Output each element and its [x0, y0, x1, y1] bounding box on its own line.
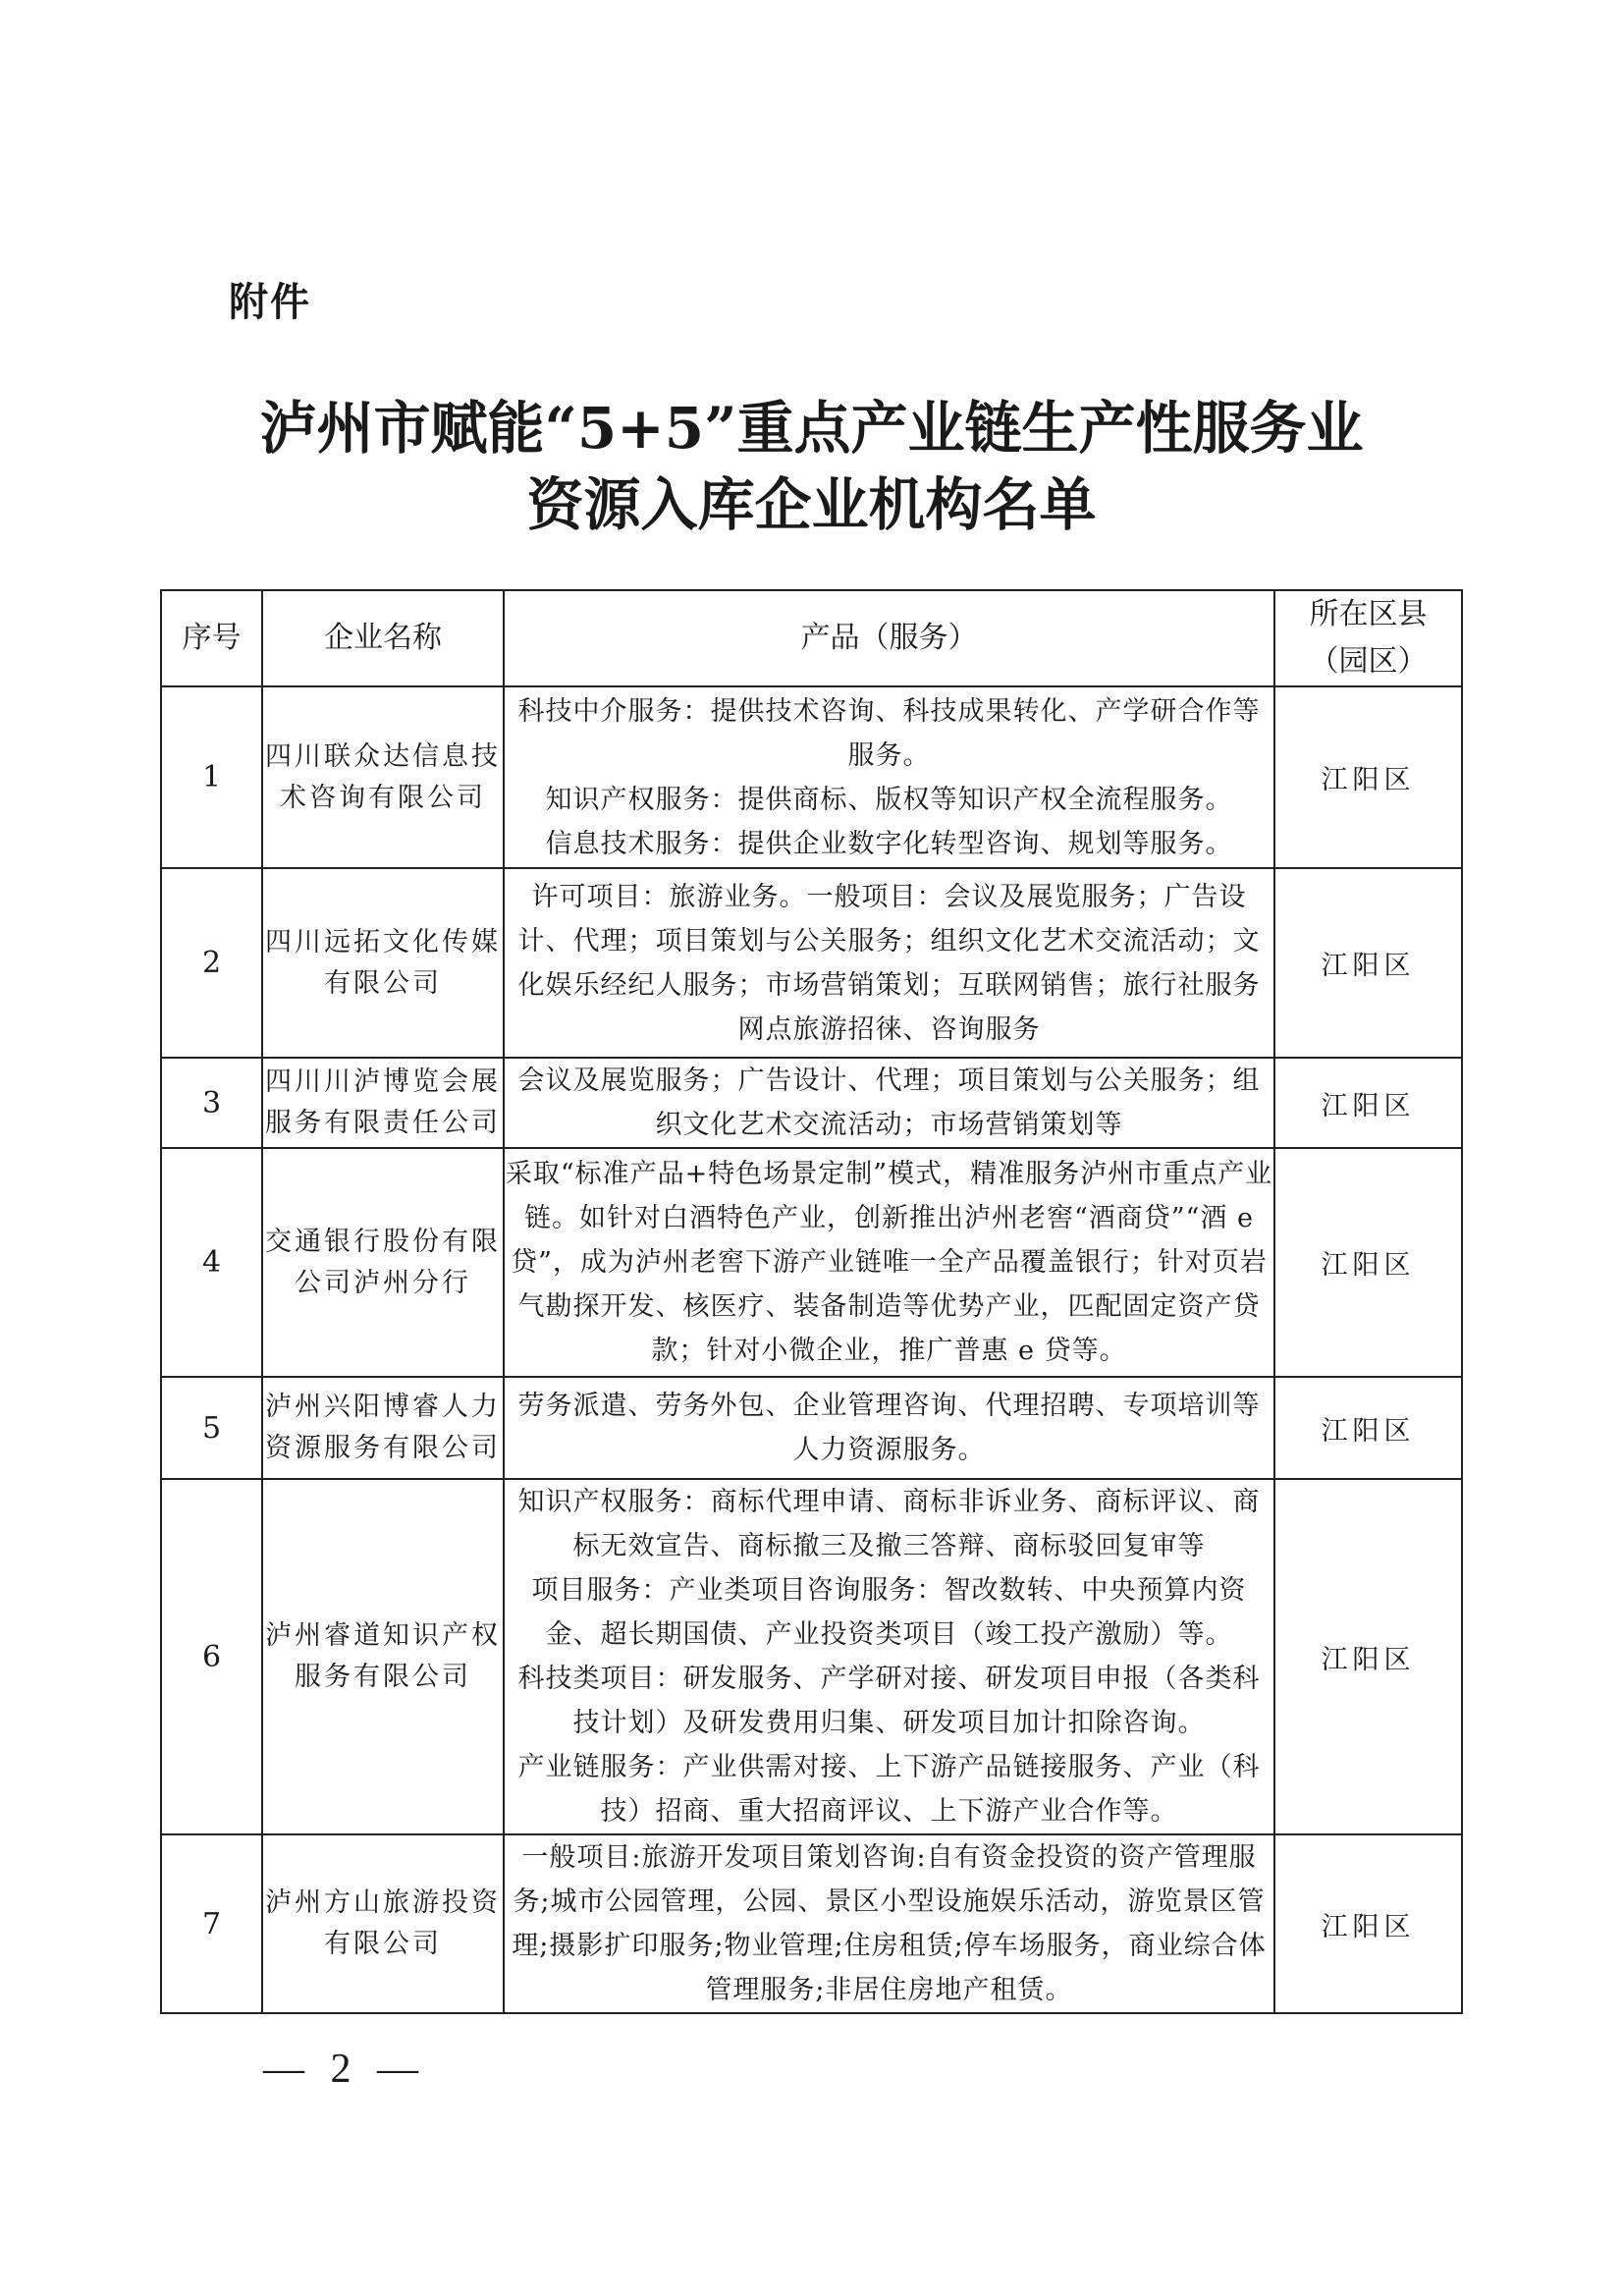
- header-product: 产品（服务）: [504, 590, 1274, 686]
- product-line: 采取“标准产品+特色场景定制”模式，精准服务泸州市重点产业链。如针对白酒特色产业，创新推出泸州老窖“酒商贷”“酒 e 贷”，成为泸州老窖下游产业链唯一全产品覆盖银行；针对页岩气勘探开发、核医疗、装备制造等优势产业，匹配固定资产贷款；针对小微企业，推广普惠 e 贷等。: [505, 1159, 1273, 1366]
- document-title-line-1: 泸州市赋能“5+5”重点产业链生产性服务业: [259, 395, 1364, 462]
- table-row: [161, 868, 1462, 1058]
- row-district: 江阳区: [1274, 1834, 1462, 2013]
- enterprise-list-table: [160, 589, 1463, 2014]
- row-product-services: [504, 1479, 1274, 1834]
- row-district: 江阳区: [1274, 868, 1462, 1058]
- table-row: [161, 1834, 1462, 2013]
- product-line: 会议及展览服务；广告设计、代理；项目策划与公关服务；组织文化艺术交流活动；市场营销策划等: [517, 1066, 1261, 1140]
- row-enterprise-name: 泸州方山旅游投资有限公司: [262, 1834, 504, 2013]
- product-line: 科技类项目：研发服务、产学研对接、研发项目申报（各类科技计划）及研发费用归集、研发项目加计扣除咨询。: [517, 1664, 1261, 1738]
- table-row: [161, 1148, 1462, 1377]
- row-district: 江阳区: [1274, 1058, 1462, 1148]
- row-seq: 5: [161, 1377, 262, 1479]
- row-product-services: [504, 1834, 1274, 2013]
- row-product-services: [504, 1377, 1274, 1479]
- row-product-services: [504, 868, 1274, 1058]
- table-header-row: [161, 590, 1462, 686]
- row-district: 江阳区: [1274, 1479, 1462, 1834]
- row-product-services: [504, 1148, 1274, 1377]
- table-row: [161, 1377, 1462, 1479]
- product-line: 一般项目:旅游开发项目策划咨询:自有资金投资的资产管理服务;城市公园管理，公园、景区小型设施娱乐活动，游览景区管理;摄影扩印服务;物业管理;住房租赁;停车场服务，商业综合体管理服务;非居住房地产租赁。: [512, 1842, 1267, 2005]
- row-enterprise-name: 四川川泸博览会展服务有限责任公司: [262, 1058, 504, 1148]
- row-seq: 2: [161, 868, 262, 1058]
- header-district-line-2: （园区）: [1309, 644, 1428, 679]
- product-line: 知识产权服务：商标代理申请、商标非诉业务、商标评议、商标无效宣告、商标撤三及撤三答辩、商标驳回复审等: [517, 1487, 1261, 1561]
- row-district: 江阳区: [1274, 1148, 1462, 1377]
- row-seq: 1: [161, 686, 262, 868]
- table-row: [161, 686, 1462, 868]
- row-enterprise-name: 泸州睿道知识产权服务有限公司: [262, 1479, 504, 1834]
- row-district: 江阳区: [1274, 1377, 1462, 1479]
- page-number: — 2 —: [263, 2047, 426, 2092]
- row-seq: 4: [161, 1148, 262, 1377]
- table-row: [161, 1058, 1462, 1148]
- product-line: 科技中介服务：提供技术咨询、科技成果转化、产学研合作等服务。: [517, 695, 1261, 771]
- row-enterprise-name: 交通银行股份有限公司泸州分行: [262, 1148, 504, 1377]
- header-district: [1274, 590, 1462, 686]
- row-product-services: [504, 1058, 1274, 1148]
- header-district-line-1: 所在区县: [1309, 597, 1428, 631]
- product-line: 许可项目：旅游业务。一般项目：会议及展览服务；广告设计、代理；项目策划与公关服务；组织文化艺术交流活动；文化娱乐经纪人服务；市场营销策划；互联网销售；旅行社服务网点旅游招徕、咨询服务: [517, 881, 1261, 1045]
- attachment-label: 附件: [229, 280, 311, 325]
- product-line: 知识产权服务：提供商标、版权等知识产权全流程服务。: [545, 784, 1233, 815]
- row-seq: 3: [161, 1058, 262, 1148]
- document-title-line-2: 资源入库企业机构名单: [526, 471, 1097, 538]
- row-product-services: [504, 686, 1274, 868]
- table-row: [161, 1479, 1462, 1834]
- row-seq: 7: [161, 1834, 262, 2013]
- row-seq: 6: [161, 1479, 262, 1834]
- product-line: 项目服务：产业类项目咨询服务：智改数转、中央预算内资金、超长期国债、产业投资类项目（竣工投产激励）等。: [531, 1575, 1247, 1650]
- row-enterprise-name: 泸州兴阳博睿人力资源服务有限公司: [262, 1377, 504, 1479]
- product-line: 劳务派遣、劳务外包、企业管理咨询、代理招聘、专项培训等人力资源服务。: [517, 1391, 1261, 1465]
- row-enterprise-name: 四川远拓文化传媒有限公司: [262, 868, 504, 1058]
- product-line: 产业链服务：产业供需对接、上下游产品链接服务、产业（科技）招商、重大招商评议、上下游产业合作等。: [517, 1752, 1261, 1827]
- row-district: 江阳区: [1274, 686, 1462, 868]
- header-name: 企业名称: [262, 590, 504, 686]
- header-seq: 序号: [161, 590, 262, 686]
- product-line: 信息技术服务：提供企业数字化转型咨询、规划等服务。: [545, 828, 1233, 859]
- row-enterprise-name: 四川联众达信息技术咨询有限公司: [262, 686, 504, 868]
